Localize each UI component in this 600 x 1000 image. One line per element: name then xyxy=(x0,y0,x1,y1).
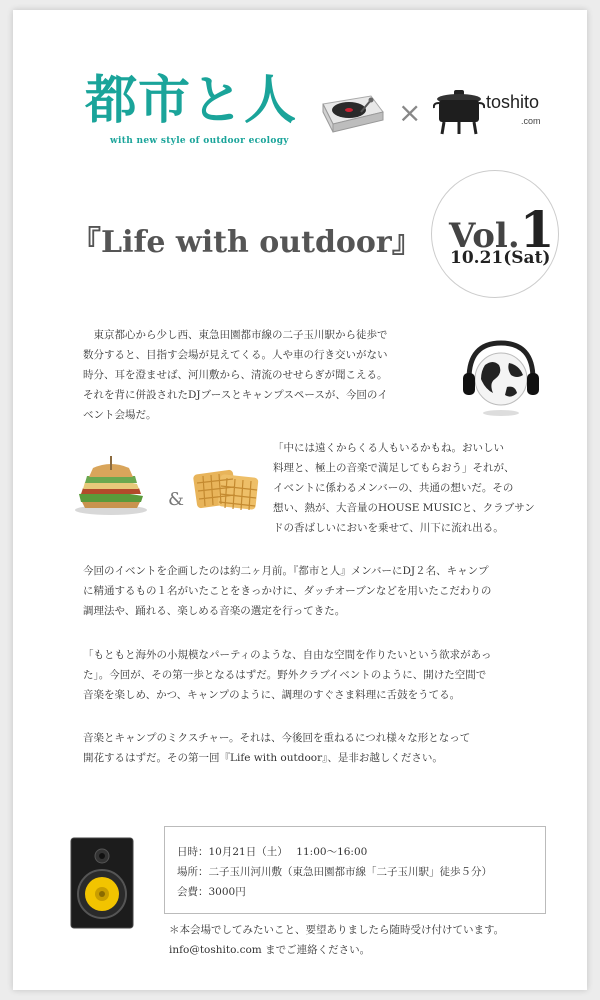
text-line: 時分、耳を澄ませば、河川敷から、清流のせせらぎが聞こえる。 xyxy=(83,369,388,381)
text-line: 音楽を楽しめ、かつ、キャンプのように、調理のすぐさま料理に舌鼓をうてる。 xyxy=(83,689,461,701)
event-info-box xyxy=(164,826,546,914)
text-line: 音楽とキャンプのミクスチャー。それは、今後回を重ねるにつれ様々な形となって xyxy=(83,732,471,744)
event-date: 10.21(Sat) xyxy=(450,248,551,268)
paragraph-quote xyxy=(273,438,573,538)
ampersand: & xyxy=(168,489,185,510)
partner-name: toshito xyxy=(486,92,540,112)
paragraph-closing xyxy=(83,728,573,768)
contact-line: info@toshito.com までご連絡ください。 xyxy=(169,944,371,956)
times-symbol: × xyxy=(398,96,422,129)
club-sandwich-icon xyxy=(71,454,151,516)
paragraph-planning xyxy=(83,561,573,621)
text-line: 東京都心から少し西、東急田園都市線の二子玉川駅から徒歩で xyxy=(83,329,388,341)
text-line: 料理と、極上の音楽で満足してもらおう」それが、 xyxy=(273,462,515,474)
waffle-icon xyxy=(193,468,261,514)
text-line: 今回のイベントを企画したのは約二ヶ月前。『都市と人』メンバーにDJ２名、キャンプ xyxy=(83,565,489,577)
note-line: ＊本会場でしてみたいこと、要望ありましたら随時受け付けています。 xyxy=(169,924,505,936)
partner-domain: .com xyxy=(521,116,541,126)
event-title: 『Life with outdoor』 xyxy=(71,225,422,260)
text-line: イベントに係わるメンバーの、共通の想いだ。その xyxy=(273,482,514,494)
info-datetime: 日時：10月21日（土） 11:00〜16:00 xyxy=(177,846,368,858)
flyer-page xyxy=(13,10,587,990)
vol-text: Vol. xyxy=(449,216,520,256)
text-line: それを背に併設されたDJブースとキャンプスペースが、今回のイ xyxy=(83,389,388,401)
text-line: 開花するはずだ。その第一回『Life with outdoor』、是非お越しください。 xyxy=(83,752,443,764)
info-fee: 会費：3000円 xyxy=(177,886,246,898)
text-line: た」。今回が、その第一歩となるはずだ。野外クラブイベントのように、開けた空間で xyxy=(83,669,487,681)
dutch-oven-icon xyxy=(433,88,485,138)
paragraph-motivation xyxy=(83,645,573,705)
text-line: 「中には遠くからくる人もいるかもね。おいしい xyxy=(273,442,504,454)
info-place: 場所：二子玉川河川敷（東急田園都市線「二子玉川駅」徒歩５分） xyxy=(177,866,492,878)
text-line: に精通するもの１名がいたことをきっかけに、ダッチオーブンなどを用いたこだわりの xyxy=(83,585,492,597)
tagline: with new style of outdoor ecology xyxy=(110,136,289,146)
vol-number: 1 xyxy=(519,200,555,259)
text-line: ベント会場だ。 xyxy=(83,409,157,421)
text-line: ドの香ばしいにおいを乗せて、川下に流れ出る。 xyxy=(273,522,504,534)
text-line: 「もともと海外の小規模なパーティのような、自由な空間を作りたいという欲求があっ xyxy=(83,649,492,661)
text-line: 想い、熱が、大音量のHOUSE MUSICと、クラブサン xyxy=(273,502,535,514)
turntable-icon xyxy=(319,90,385,136)
logo-text: 都市と人 xyxy=(85,70,298,131)
globe-headphones-icon xyxy=(459,335,543,419)
text-line: 数分すると、目指す会場が見えてくる。人や車の行き交いがない xyxy=(83,349,388,361)
paragraph-intro xyxy=(83,325,443,425)
speaker-icon xyxy=(65,836,139,930)
text-line: 調理法や、踊れる、楽しめる音楽の選定を行ってきた。 xyxy=(83,605,346,617)
